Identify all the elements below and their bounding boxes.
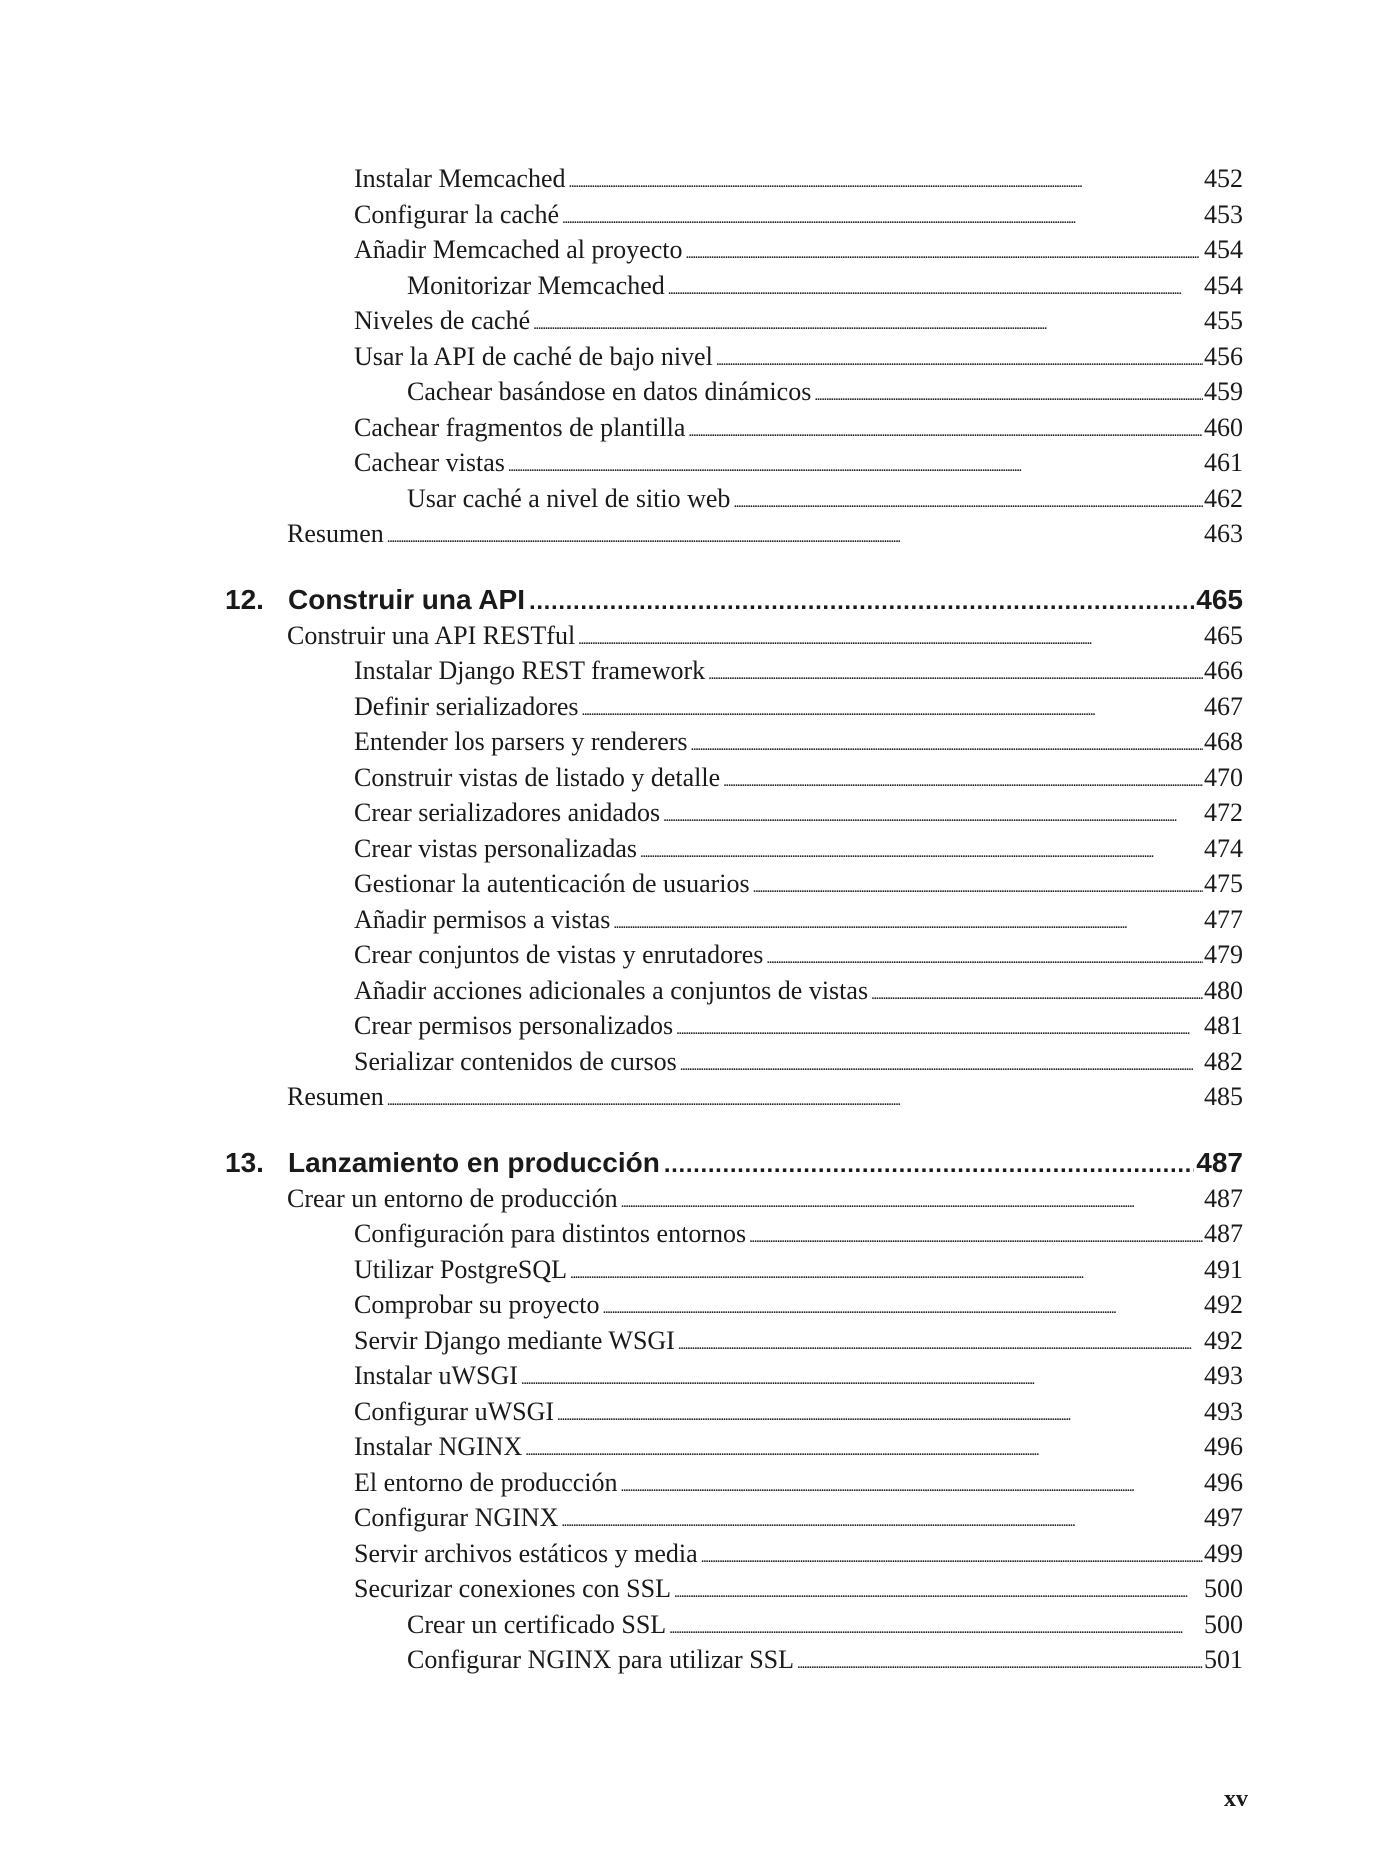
dot-leader	[578, 618, 1203, 659]
dot-leader	[766, 937, 1203, 978]
dot-leader	[797, 1642, 1203, 1683]
toc-entry	[354, 902, 1243, 938]
entry-page-number: 459	[1204, 377, 1243, 406]
entry-page-number: 479	[1204, 940, 1243, 969]
dot-leader	[688, 410, 1203, 451]
entry-page-number: 452	[1204, 164, 1243, 193]
chapter-title: Lanzamiento en producción	[288, 1146, 660, 1178]
toc-entry	[354, 303, 1243, 339]
entry-page-number: 500	[1204, 1609, 1243, 1639]
entry-title: Crear conjuntos de vistas y enrutadores	[354, 940, 764, 969]
toc-entry	[407, 1642, 1243, 1678]
dot-leader	[570, 1252, 1203, 1293]
dot-leader	[508, 445, 1203, 486]
dot-leader	[749, 1216, 1203, 1257]
entry-title: Añadir permisos a vistas	[354, 904, 611, 934]
entry-title: Usar caché a nivel de sitio web	[407, 483, 731, 513]
entry-page-number: 493	[1204, 1396, 1243, 1426]
toc-entry	[354, 1465, 1243, 1501]
dot-leader	[561, 1500, 1203, 1541]
toc-entry	[354, 232, 1243, 268]
entry-page-number: 480	[1204, 975, 1243, 1005]
toc-entry	[354, 1536, 1243, 1572]
dot-leader	[621, 1181, 1203, 1222]
dot-leader	[676, 1008, 1203, 1049]
entry-page-number: 460	[1204, 412, 1243, 442]
entry-title: El entorno de producción	[354, 1467, 618, 1497]
entry-title: Cachear fragmentos de plantilla	[354, 412, 686, 442]
chapter-number: 12.	[225, 583, 264, 615]
entry-page-number: 453	[1204, 199, 1243, 229]
toc-entry	[354, 1216, 1243, 1252]
entry-title: Utilizar PostgreSQL	[354, 1254, 568, 1284]
dot-leader	[640, 831, 1203, 872]
dot-leader	[525, 1429, 1203, 1470]
entry-page-number: 465	[1196, 583, 1243, 615]
toc-entry	[354, 724, 1243, 760]
entry-title: Usar la API de caché de bajo nivel	[354, 341, 713, 371]
entry-page-number: 472	[1204, 798, 1243, 827]
toc-entry	[354, 410, 1243, 446]
toc-entry	[287, 516, 1243, 552]
dot-leader	[708, 653, 1203, 694]
toc-entry	[407, 374, 1243, 410]
entry-page-number: 485	[1204, 1082, 1243, 1111]
dot-leader	[814, 374, 1203, 415]
entry-page-number: 463	[1204, 519, 1243, 548]
toc-entry	[354, 197, 1243, 233]
entry-title: Resumen	[287, 519, 384, 548]
dot-leader	[521, 1358, 1203, 1399]
entry-title: Añadir acciones adicionales a conjuntos de vistas	[354, 975, 869, 1005]
dot-leader	[753, 866, 1203, 907]
entry-title: Cachear vistas	[354, 448, 505, 477]
dot-leader	[621, 1465, 1203, 1506]
toc-entry	[407, 1607, 1243, 1643]
dot-leader	[582, 689, 1203, 730]
chapter-heading	[225, 582, 1243, 618]
toc-entry	[287, 618, 1243, 654]
entry-page-number: 493	[1204, 1361, 1243, 1390]
dot-leader	[569, 161, 1203, 202]
entry-page-number: 499	[1204, 1538, 1243, 1568]
entry-title: Servir archivos estáticos y media	[354, 1538, 698, 1568]
toc-entry	[407, 481, 1243, 517]
entry-page-number: 454	[1204, 235, 1243, 264]
entry-title: Comprobar su proyecto	[354, 1290, 600, 1319]
entry-title: Instalar Memcached	[354, 164, 566, 193]
dot-leader	[669, 1607, 1203, 1648]
entry-page-number: 491	[1204, 1254, 1243, 1284]
dot-leader	[674, 1571, 1203, 1612]
entry-title: Construir una API RESTful	[287, 620, 576, 650]
toc-entry	[354, 1571, 1243, 1607]
toc-entry	[354, 973, 1243, 1009]
dot-leader	[691, 724, 1203, 765]
dot-leader	[716, 339, 1203, 380]
entry-title: Configurar la caché	[354, 199, 560, 229]
entry-page-number: 474	[1204, 833, 1243, 863]
dot-leader	[533, 303, 1203, 344]
toc-entry	[354, 1429, 1243, 1465]
entry-page-number: 454	[1204, 270, 1243, 300]
toc-entry	[354, 1252, 1243, 1288]
entry-title: Configurar NGINX para utilizar SSL	[407, 1645, 795, 1674]
dot-leader	[557, 1394, 1203, 1435]
toc-entry	[354, 1323, 1243, 1359]
entry-title: Serializar contenidos de cursos	[354, 1046, 677, 1076]
entry-title: Crear un entorno de producción	[287, 1183, 618, 1213]
entry-title: Entender los parsers y renderers	[354, 727, 688, 756]
entry-title: Resumen	[287, 1082, 384, 1111]
entry-page-number: 466	[1204, 656, 1243, 685]
entry-page-number: 481	[1204, 1011, 1243, 1040]
entry-title: Gestionar la autenticación de usuarios	[354, 869, 750, 898]
toc-entry	[287, 1181, 1243, 1217]
entry-page-number: 496	[1204, 1432, 1243, 1461]
dot-leader	[529, 582, 1194, 620]
toc-entry	[354, 161, 1243, 197]
dot-leader	[678, 1323, 1203, 1364]
toc-entry	[354, 339, 1243, 375]
entry-page-number: 462	[1204, 483, 1243, 513]
entry-page-number: 477	[1204, 904, 1243, 934]
entry-title: Instalar Django REST framework	[354, 656, 706, 685]
table-of-contents	[0, 161, 1388, 1678]
dot-leader	[603, 1287, 1203, 1328]
entry-page-number: 455	[1204, 306, 1243, 335]
chapter-title: Construir una API	[288, 583, 525, 615]
entry-page-number: 456	[1204, 341, 1243, 371]
entry-title: Crear serializadores anidados	[354, 798, 661, 827]
toc-entry	[354, 760, 1243, 796]
dot-leader	[387, 516, 1203, 557]
entry-page-number: 461	[1204, 448, 1243, 477]
entry-title: Configurar NGINX	[354, 1503, 559, 1532]
toc-entry	[354, 1008, 1243, 1044]
toc-entry	[354, 689, 1243, 725]
entry-page-number: 500	[1204, 1574, 1243, 1603]
entry-page-number: 475	[1204, 869, 1243, 898]
entry-page-number: 492	[1204, 1325, 1243, 1355]
entry-title: Cachear basándose en datos dinámicos	[407, 377, 812, 406]
toc-entry	[354, 1394, 1243, 1430]
toc-entry	[354, 1044, 1243, 1080]
entry-title: Crear vistas personalizadas	[354, 833, 638, 863]
entry-title: Servir Django mediante WSGI	[354, 1325, 675, 1355]
dot-leader	[723, 760, 1203, 801]
toc-entry	[354, 866, 1243, 902]
dot-leader	[685, 232, 1203, 273]
chapter-number: 13.	[225, 1146, 264, 1178]
page-number: xv	[1224, 1786, 1248, 1812]
toc-entry	[354, 653, 1243, 689]
entry-title: Securizar conexiones con SSL	[354, 1574, 671, 1603]
toc-entry	[354, 1500, 1243, 1536]
dot-leader	[663, 795, 1203, 836]
dot-leader	[387, 1079, 1203, 1120]
entry-page-number: 487	[1204, 1219, 1243, 1248]
entry-page-number: 497	[1204, 1503, 1243, 1532]
entry-page-number: 470	[1204, 762, 1243, 792]
dot-leader	[562, 197, 1203, 238]
dot-leader	[680, 1044, 1203, 1085]
toc-entry	[354, 795, 1243, 831]
toc-entry	[354, 831, 1243, 867]
dot-leader	[871, 973, 1203, 1014]
dot-leader	[701, 1536, 1203, 1577]
entry-title: Monitorizar Memcached	[407, 270, 665, 300]
dot-leader	[668, 268, 1203, 309]
entry-title: Configuración para distintos entornos	[354, 1219, 747, 1248]
entry-title: Crear permisos personalizados	[354, 1011, 674, 1040]
entry-title: Configurar uWSGI	[354, 1396, 555, 1426]
toc-entry	[354, 937, 1243, 973]
toc-entry	[287, 1079, 1243, 1115]
entry-title: Instalar NGINX	[354, 1432, 523, 1461]
entry-title: Instalar uWSGI	[354, 1361, 518, 1390]
entry-page-number: 496	[1204, 1467, 1243, 1497]
entry-page-number: 487	[1204, 1183, 1243, 1213]
entry-page-number: 467	[1204, 691, 1243, 721]
toc-entry	[354, 1287, 1243, 1323]
entry-page-number: 465	[1204, 620, 1243, 650]
dot-leader	[664, 1145, 1194, 1183]
entry-title: Construir vistas de listado y detalle	[354, 762, 721, 792]
entry-page-number: 468	[1204, 727, 1243, 756]
entry-title: Niveles de caché	[354, 306, 531, 335]
entry-page-number: 487	[1196, 1146, 1243, 1178]
entry-page-number: 501	[1204, 1645, 1243, 1674]
entry-title: Definir serializadores	[354, 691, 579, 721]
toc-entry	[407, 268, 1243, 304]
entry-page-number: 482	[1204, 1046, 1243, 1076]
dot-leader	[613, 902, 1203, 943]
entry-title: Añadir Memcached al proyecto	[354, 235, 683, 264]
entry-title: Crear un certificado SSL	[407, 1609, 667, 1639]
toc-entry	[354, 445, 1243, 481]
toc-entry	[354, 1358, 1243, 1394]
entry-page-number: 492	[1204, 1290, 1243, 1319]
dot-leader	[733, 481, 1203, 522]
chapter-heading	[225, 1145, 1243, 1181]
